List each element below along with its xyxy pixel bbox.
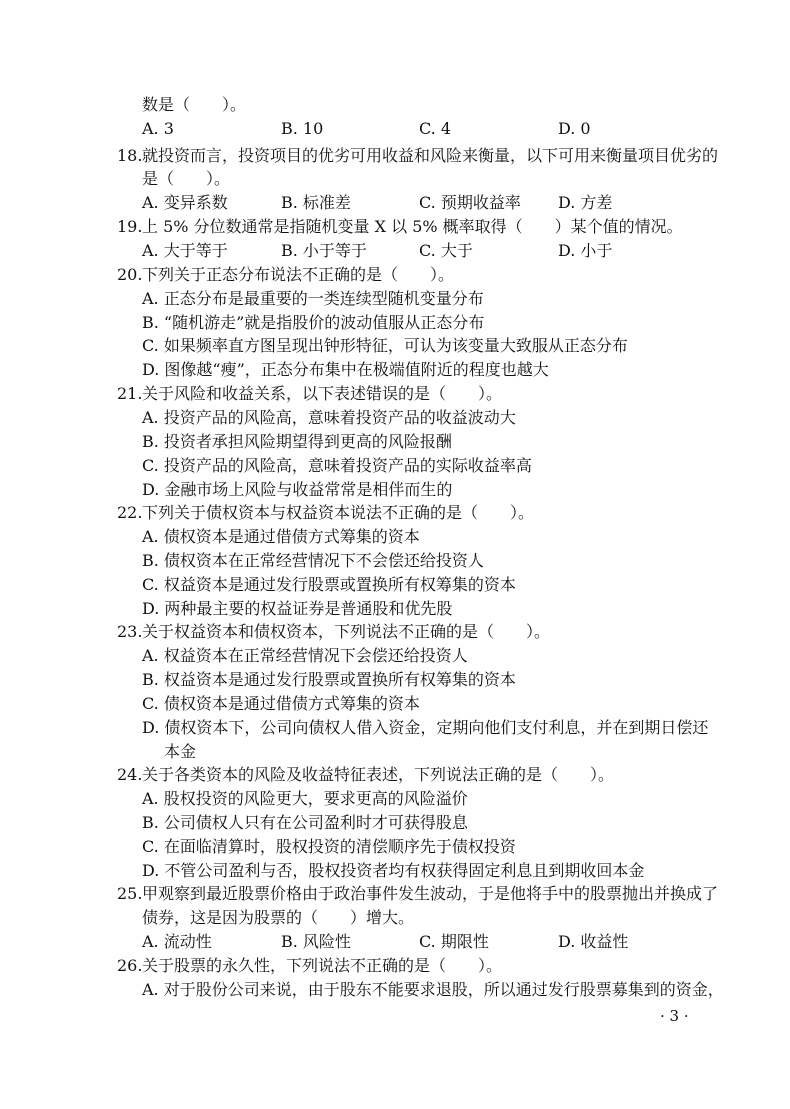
q17-option-d: D. 0 (558, 119, 591, 138)
q19-number: 19. (117, 217, 143, 236)
q20-stem: 下列关于正态分布说法不正确的是（ ）。 (142, 265, 455, 284)
q19-option-c: C. 大于 (419, 241, 473, 260)
q22-option-a: A. 债权资本是通过借债方式筹集的资本 (142, 527, 420, 546)
q24-option-d: D. 不管公司盈利与否，股权投资者均有权获得固定利息且到期收回本金 (142, 861, 645, 880)
q25-option-c: C. 期限性 (419, 932, 489, 951)
q24-number: 24. (117, 765, 143, 784)
q20-number: 20. (117, 265, 143, 284)
q18-option-c: C. 预期收益率 (419, 193, 521, 212)
q26-stem: 关于股票的永久性，下列说法不正确的是（ ）。 (142, 956, 503, 975)
q20-option-b: B. “随机游走”就是指股价的波动值服从正态分布 (142, 313, 485, 332)
q17-stem-cont: 数是（ ）。 (142, 95, 247, 114)
q20-option-a: A. 正态分布是最重要的一类连续型随机变量分布 (142, 289, 484, 308)
q24-option-b: B. 公司债权人只有在公司盈利时才可获得股息 (142, 813, 468, 832)
q22-number: 22. (117, 503, 143, 522)
q26-number: 26. (117, 956, 143, 975)
q23-number: 23. (117, 622, 143, 641)
q25-option-d: D. 收益性 (558, 932, 629, 951)
q21-stem: 关于风险和收益关系，以下表述错误的是（ ）。 (142, 384, 503, 403)
q21-option-b: B. 投资者承担风险期望得到更高的风险报酬 (142, 432, 452, 451)
q17-option-c: C. 4 (419, 119, 452, 138)
q18-option-d: D. 方差 (558, 193, 613, 212)
q19-stem: 上 5% 分位数通常是指随机变量 X 以 5% 概率取得（ ）某个值的情况。 (142, 217, 683, 236)
q21-option-d: D. 金融市场上风险与收益常常是相伴而生的 (142, 480, 453, 499)
q24-stem: 关于各类资本的风险及收益特征表述，下列说法正确的是（ ）。 (142, 765, 615, 784)
q25-stem-cont: 债券，这是因为股票的（ ）增大。 (142, 908, 415, 927)
q23-option-d: D. 债权资本下，公司向债权人借入资金，定期向他们支付利息，并在到期日偿还 (142, 718, 709, 737)
q23-stem: 关于权益资本和债权资本，下列说法不正确的是（ ）。 (142, 622, 551, 641)
q18-option-b: B. 标准差 (281, 193, 351, 212)
q23-option-c: C. 债权资本是通过借债方式筹集的资本 (142, 694, 420, 713)
q23-option-d-cont: 本金 (164, 742, 197, 761)
q26-option-a: A. 对于股份公司来说，由于股东不能要求退股，所以通过发行股票募集到的资金， (142, 980, 724, 999)
q25-stem: 甲观察到最近股票价格由于政治事件发生波动，于是他将手中的股票抛出并换成了 (142, 884, 719, 903)
q24-option-a: A. 股权投资的风险更大，要求更高的风险溢价 (142, 789, 468, 808)
q22-stem: 下列关于债权资本与权益资本说法不正确的是（ ）。 (142, 503, 535, 522)
q23-option-a: A. 权益资本在正常经营情况下会偿还给投资人 (142, 646, 468, 665)
q19-option-b: B. 小于等于 (281, 241, 367, 260)
q20-option-c: C. 如果频率直方图呈现出钟形特征，可认为该变量大致服从正态分布 (142, 336, 628, 355)
q21-number: 21. (117, 384, 143, 403)
q18-stem: 就投资而言，投资项目的优劣可用收益和风险来衡量，以下可用来衡量项目优劣的 (142, 146, 719, 165)
q25-option-b: B. 风险性 (281, 932, 351, 951)
q24-option-c: C. 在面临清算时，股权投资的清偿顺序先于债权投资 (142, 837, 516, 856)
q17-option-b: B. 10 (281, 119, 324, 138)
q25-option-a: A. 流动性 (142, 932, 212, 951)
q25-number: 25. (117, 884, 143, 903)
q23-option-b: B. 权益资本是通过发行股票或置换所有权筹集的资本 (142, 670, 516, 689)
q21-option-c: C. 投资产品的风险高，意味着投资产品的实际收益率高 (142, 456, 532, 475)
page-number: · 3 · (660, 1007, 689, 1025)
q22-option-d: D. 两种最主要的权益证券是普通股和优先股 (142, 599, 453, 618)
q21-option-a: A. 投资产品的风险高，意味着投资产品的收益波动大 (142, 408, 516, 427)
q19-option-a: A. 大于等于 (142, 241, 228, 260)
q18-option-a: A. 变异系数 (142, 193, 228, 212)
q18-number: 18. (117, 146, 143, 165)
q22-option-b: B. 债权资本在正常经营情况下不会偿还给投资人 (142, 551, 484, 570)
q19-option-d: D. 小于 (558, 241, 613, 260)
q22-option-c: C. 权益资本是通过发行股票或置换所有权筹集的资本 (142, 575, 516, 594)
q17-option-a: A. 3 (142, 119, 174, 138)
q20-option-d: D. 图像越“瘦”，正态分布集中在极端值附近的程度也越大 (142, 360, 549, 379)
q18-stem-cont: 是（ ）。 (142, 169, 231, 188)
